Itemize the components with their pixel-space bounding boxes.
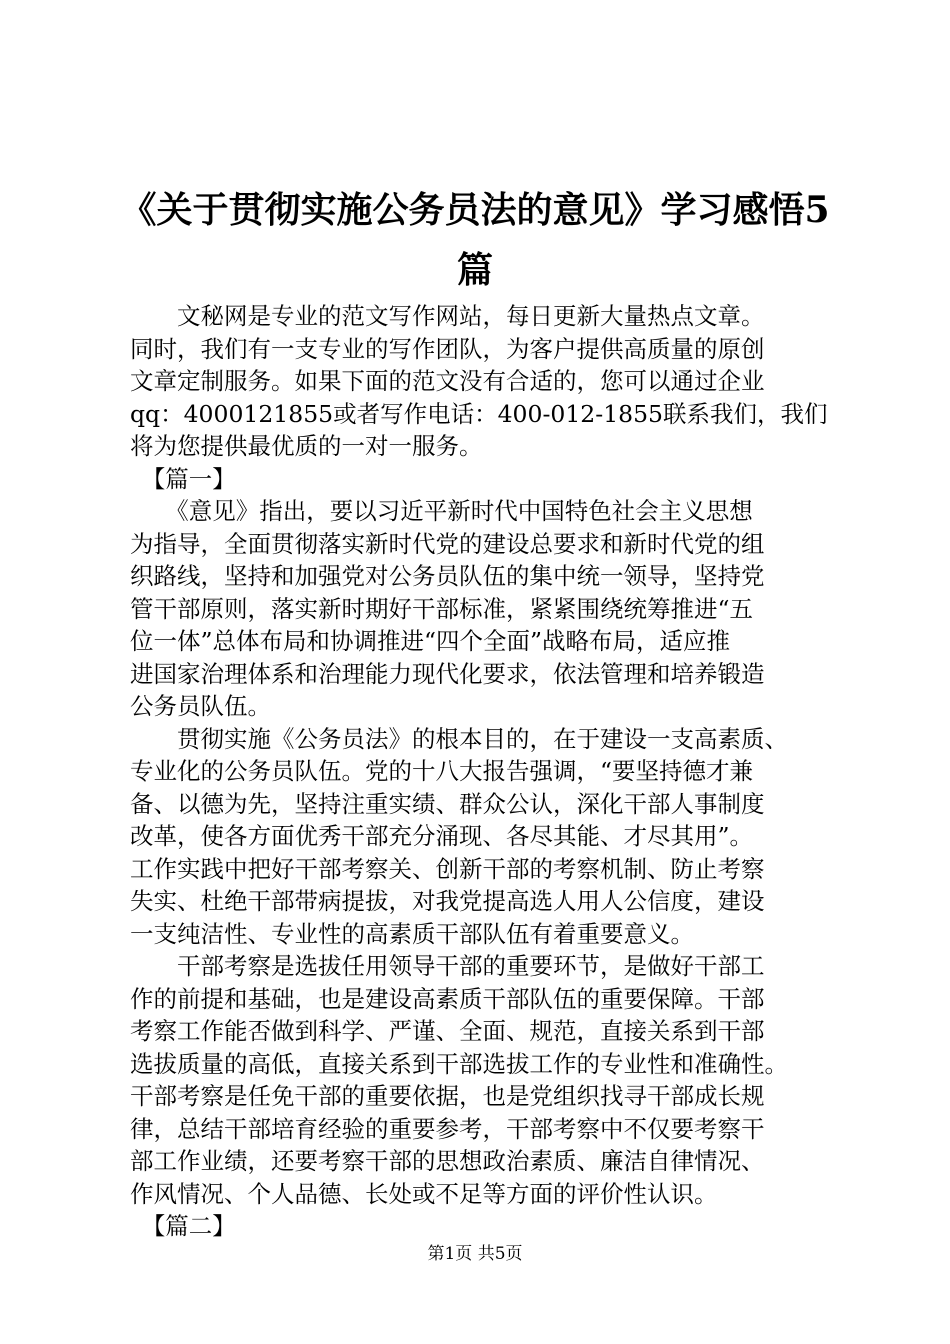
body-line: 选拔质量的高低，直接关系到干部选拔工作的专业性和准确性。 bbox=[130, 1049, 788, 1078]
page-footer: 第1页 共5页 bbox=[427, 1244, 523, 1264]
document-body bbox=[130, 300, 860, 1243]
body-line: 干部考察是任免干部的重要依据，也是党组织找寻干部成长规 bbox=[130, 1082, 765, 1110]
body-line: 文章定制服务。如果下面的范文没有合适的，您可以通过企业 bbox=[130, 367, 765, 395]
body-line: 《意见》指出，要以习近平新时代中国特色社会主义思想 bbox=[130, 497, 753, 525]
body-line: 考察工作能否做到科学、严谨、全面、规范，直接关系到干部 bbox=[130, 1017, 765, 1045]
body-line: 进国家治理体系和治理能力现代化要求，依法管理和培养锻造 bbox=[130, 659, 765, 688]
body-line: 位一体”总体布局和协调推进“四个全面”战略布局，适应推 bbox=[130, 627, 731, 655]
body-line: 失实、杜绝干部带病提拔，对我党提高选人用人公信度，建设 bbox=[130, 887, 765, 915]
body-line: 改革，使各方面优秀干部充分涌现、各尽其能、才尽其用”。 bbox=[130, 822, 754, 850]
body-line: 【篇一】 bbox=[130, 464, 236, 493]
body-line: 作风情况、个人品德、长处或不足等方面的评价性认识。 bbox=[130, 1179, 718, 1208]
body-line: qq：4000121855或者写作电话：400-012-1855联系我们，我们 bbox=[130, 399, 828, 428]
body-line: 公务员队伍。 bbox=[130, 692, 271, 720]
body-line: 律，总结干部培育经验的重要参考，干部考察中不仅要考察干 bbox=[130, 1114, 765, 1143]
body-line: 为指导，全面贯彻落实新时代党的建设总要求和新时代党的组 bbox=[130, 529, 765, 558]
document-title-continued: 篇 bbox=[456, 249, 493, 291]
body-line: 织路线，坚持和加强党对公务员队伍的集中统一领导，坚持党 bbox=[130, 562, 765, 590]
body-line: 作的前提和基础，也是建设高素质干部队伍的重要保障。干部 bbox=[130, 984, 765, 1013]
document-title: 《关于贯彻实施公务员法的意见》学习感悟5 bbox=[120, 189, 830, 231]
body-line: 备、以德为先，坚持注重实绩、群众公认，深化干部人事制度 bbox=[130, 789, 765, 818]
body-line: 一支纯洁性、专业性的高素质干部队伍有着重要意义。 bbox=[130, 919, 694, 948]
body-line: 贯彻实施《公务员法》的根本目的，在于建设一支高素质、 bbox=[130, 724, 788, 753]
body-line: 工作实践中把好干部考察关、创新干部的考察机制、防止考察 bbox=[130, 854, 765, 883]
body-line: 干部考察是选拔任用领导干部的重要环节，是做好干部工 bbox=[130, 952, 765, 980]
body-line: 将为您提供最优质的一对一服务。 bbox=[130, 432, 483, 460]
body-line: 同时，我们有一支专业的写作团队，为客户提供高质量的原创 bbox=[130, 334, 765, 363]
body-line: 管干部原则，落实新时期好干部标准，紧紧围绕统筹推进“五 bbox=[130, 594, 754, 623]
body-line: 【篇二】 bbox=[130, 1212, 236, 1240]
body-line: 文秘网是专业的范文写作网站，每日更新大量热点文章。 bbox=[130, 302, 765, 330]
body-line: 专业化的公务员队伍。党的十八大报告强调，“要坚持德才兼 bbox=[130, 757, 754, 785]
body-line: 部工作业绩，还要考察干部的思想政治素质、廉洁自律情况、 bbox=[130, 1147, 765, 1175]
